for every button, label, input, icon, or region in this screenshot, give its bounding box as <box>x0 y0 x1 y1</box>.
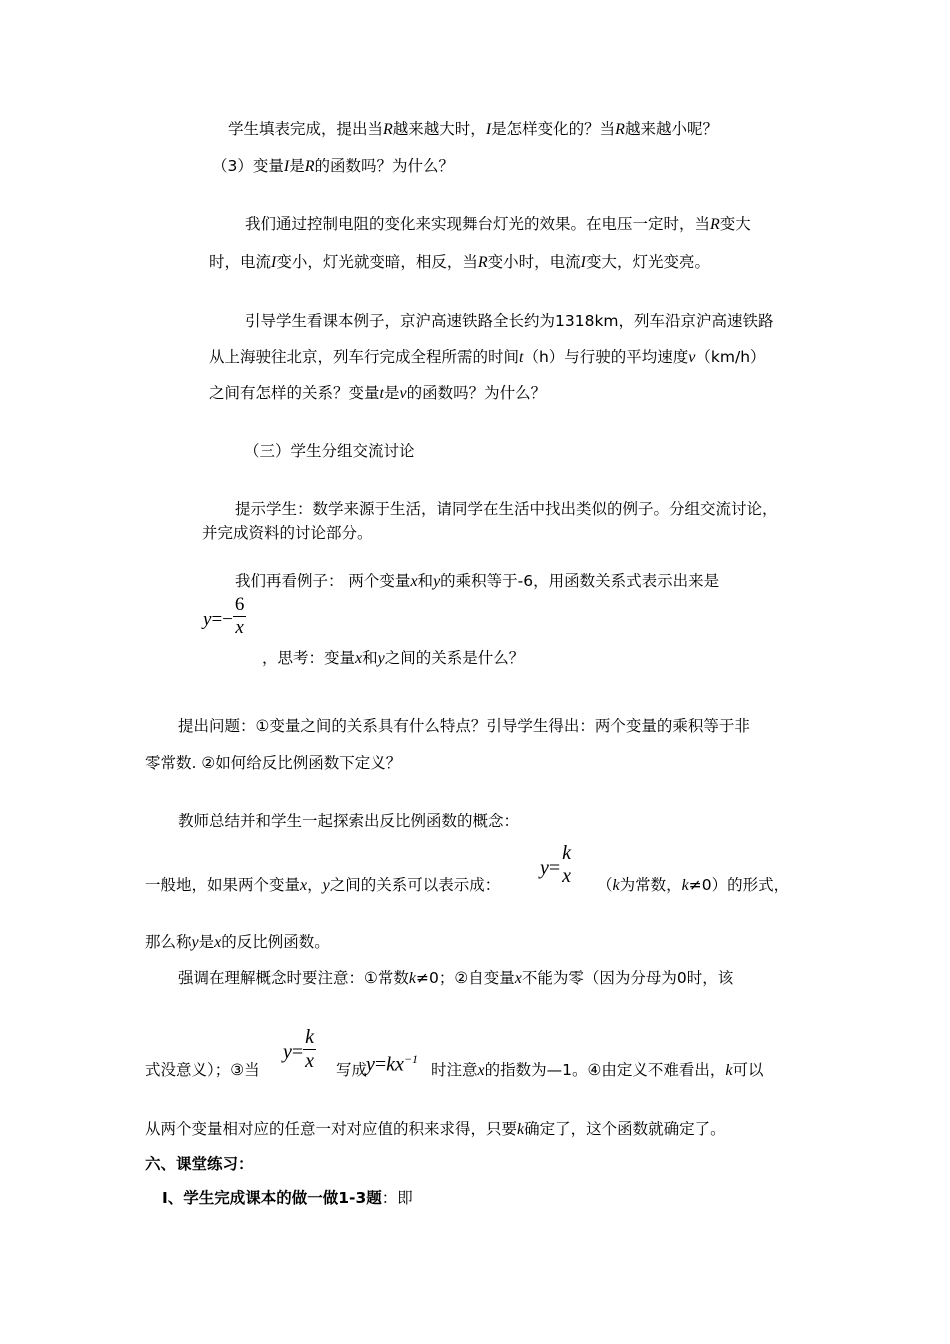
paragraph-definition-tail: （k为常数，k≠0）的形式， <box>597 876 790 894</box>
formula-y-equals-k-over-x: y= k x <box>540 842 572 887</box>
paragraph-definition-end: 那么称y是x的反比例函数。 <box>145 933 330 951</box>
paragraph-teacher-summary: 教师总结并和学生一起探索出反比例函数的概念： <box>178 812 520 830</box>
paragraph-hint-2: 并完成资料的讨论部分。 <box>202 524 373 542</box>
paragraph-raise-question-1: 提出问题：①变量之间的关系具有什么特点？引导学生得出：两个变量的乘积等于非 <box>178 717 750 735</box>
section-heading-classroom-practice: 六、课堂练习： <box>145 1155 254 1173</box>
paragraph-stage-light-1: 我们通过控制电阻的变化来实现舞台灯光的效果。在电压一定时，当R变大 <box>245 215 751 233</box>
question-3: （3）变量I是R的函数吗？为什么？ <box>212 157 455 175</box>
exercise-1: I、学生完成课本的做一做1-3题：即 <box>162 1189 413 1207</box>
paragraph-emphasis: 强调在理解概念时要注意：①常数k≠0；②自变量x不能为零（因为分母为0时，该 <box>178 969 734 987</box>
paragraph-raise-question-2: 零常数. ②如何给反比例函数下定义？ <box>145 754 402 772</box>
paragraph-definition: 一般地，如果两个变量x，y之间的关系可以表示成： <box>145 876 501 894</box>
paragraph-stage-light-2: 时，电流I变小，灯光就变暗，相反，当R变小时，电流I变大，灯光变亮。 <box>209 253 710 271</box>
paragraph-railway-3: 之间有怎样的关系？变量t是v的函数吗？为什么？ <box>209 384 547 402</box>
paragraph-railway-1: 引导学生看课本例子，京沪高速铁路全长约为1318km，列车沿京沪高速铁路 <box>245 312 774 330</box>
paragraph-note-write-as: 写成 <box>336 1061 368 1079</box>
paragraph-example: 我们再看例子： 两个变量x和y的乘积等于-6，用函数关系式表示出来是 <box>235 572 720 590</box>
formula-y-equals-kx-inverse: $y=kx^{-1}$ <box>366 1052 419 1076</box>
paragraph-note-tail: 时注意x的指数为—1。④由定义不难看出，k可以 <box>431 1061 764 1079</box>
formula-y-equals-k-over-x-2: y= $\frac{k}{x}$ <box>283 1026 315 1072</box>
paragraph-k-determination: 从两个变量相对应的任意一对对应值的积来求得，只要k确定了，这个函数就确定了。 <box>145 1120 726 1138</box>
section-heading-group-discussion: （三）学生分组交流讨论 <box>244 442 415 460</box>
paragraph-railway-2: 从上海驶往北京，列车行完成全程所需的时间t（h）与行驶的平均速度v（km/h） <box>209 348 766 366</box>
formula-y-equals-minus-6-over-x: y=− $\frac{6}{x}$ <box>203 594 245 638</box>
paragraph-hint-1: 提示学生：数学来源于生活，请同学在生活中找出类似的例子。分组交流讨论， <box>235 500 778 518</box>
paragraph-fill-table: 学生填表完成，提出当R越来越大时，I是怎样变化的？当R越来越小呢？ <box>228 120 718 138</box>
paragraph-note-start: 式没意义）；③当 <box>145 1061 260 1079</box>
paragraph-think: ，思考：变量x和y之间的关系是什么？ <box>262 649 525 667</box>
